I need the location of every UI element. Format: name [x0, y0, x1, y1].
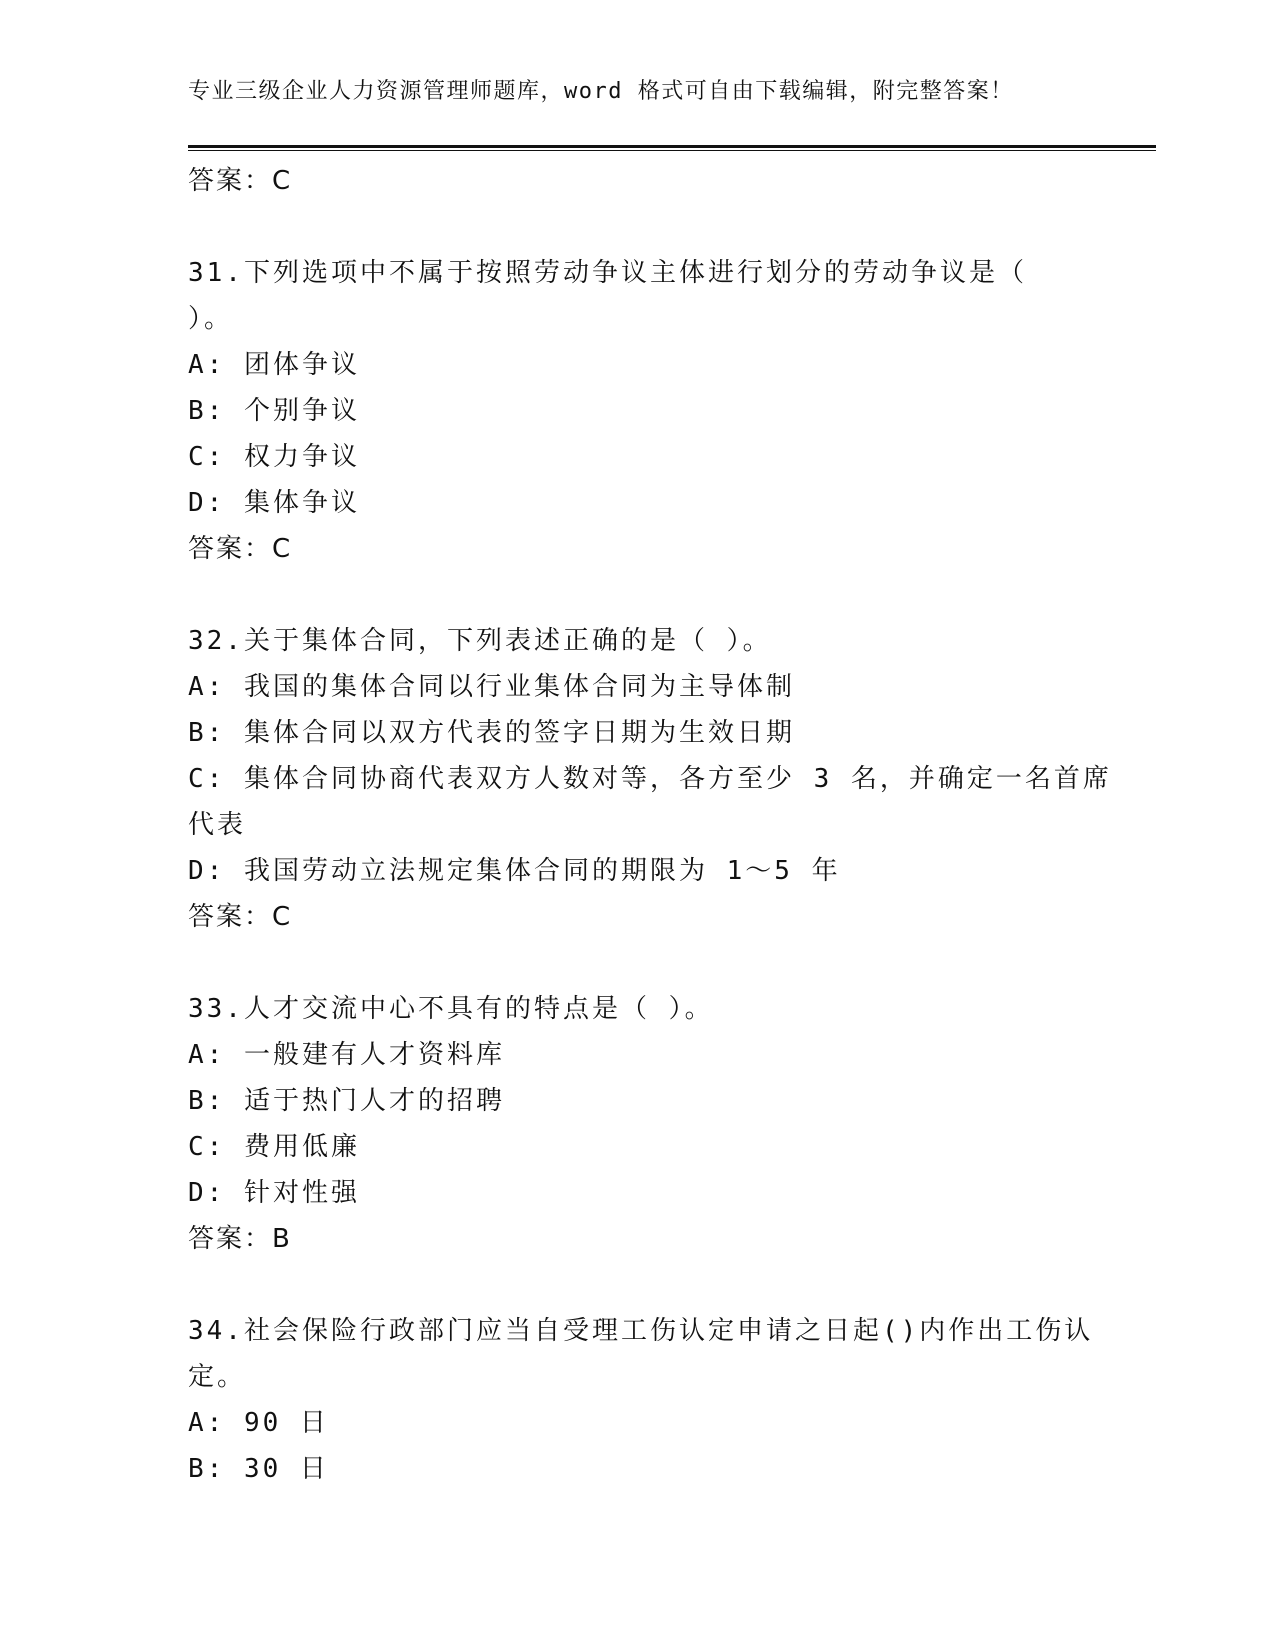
option-d: D: 集体争议	[188, 488, 360, 518]
question-stem: 33.人才交流中心不具有的特点是（ ）。	[188, 994, 714, 1024]
option-d: D: 我国劳动立法规定集体合同的期限为 1～5 年	[188, 856, 841, 886]
option-c: C: 费用低廉	[188, 1132, 360, 1162]
question-34	[188, 1308, 1094, 1492]
question-32	[188, 618, 1112, 940]
header-rule-thin	[188, 150, 1156, 151]
option-b: B: 集体合同以双方代表的签字日期为生效日期	[188, 718, 795, 748]
option-a: A: 我国的集体合同以行业集体合同为主导体制	[188, 672, 795, 702]
question-stem: ）。	[188, 304, 234, 334]
question-list	[188, 158, 1112, 1492]
option-b: B: 适于热门人才的招聘	[188, 1086, 505, 1116]
question-31	[188, 250, 1088, 572]
answer-line: 答案：B	[188, 1224, 292, 1254]
question-stem: 定。	[188, 1362, 247, 1392]
answer-line: 答案：C	[188, 534, 293, 564]
page-header: 专业三级企业人力资源管理师题库，word 格式可自由下载编辑，附完整答案！	[188, 79, 1014, 104]
answer-line: 答案：C	[188, 166, 293, 196]
question-stem: 34.社会保险行政部门应当自受理工伤认定申请之日起()内作出工伤认	[188, 1316, 1094, 1346]
option-a: A: 一般建有人才资料库	[188, 1040, 505, 1070]
answer-line: 答案：C	[188, 902, 293, 932]
option-a: A: 90 日	[188, 1408, 329, 1438]
question-stem: 31.下列选项中不属于按照劳动争议主体进行划分的劳动争议是（	[188, 258, 1027, 288]
question-stem: 32.关于集体合同，下列表述正确的是（ ）。	[188, 626, 772, 656]
header-rule	[188, 145, 1156, 148]
option-c: C: 集体合同协商代表双方人数对等，各方至少 3 名，并确定一名首席	[188, 764, 1112, 794]
option-d: D: 针对性强	[188, 1178, 360, 1208]
question-33	[188, 986, 1088, 1262]
option-a: A: 团体争议	[188, 350, 360, 380]
option-b: B: 个别争议	[188, 396, 360, 426]
option-b: B: 30 日	[188, 1454, 329, 1484]
option-c: C: 权力争议	[188, 442, 360, 472]
option-c-continued: 代表	[188, 810, 247, 840]
